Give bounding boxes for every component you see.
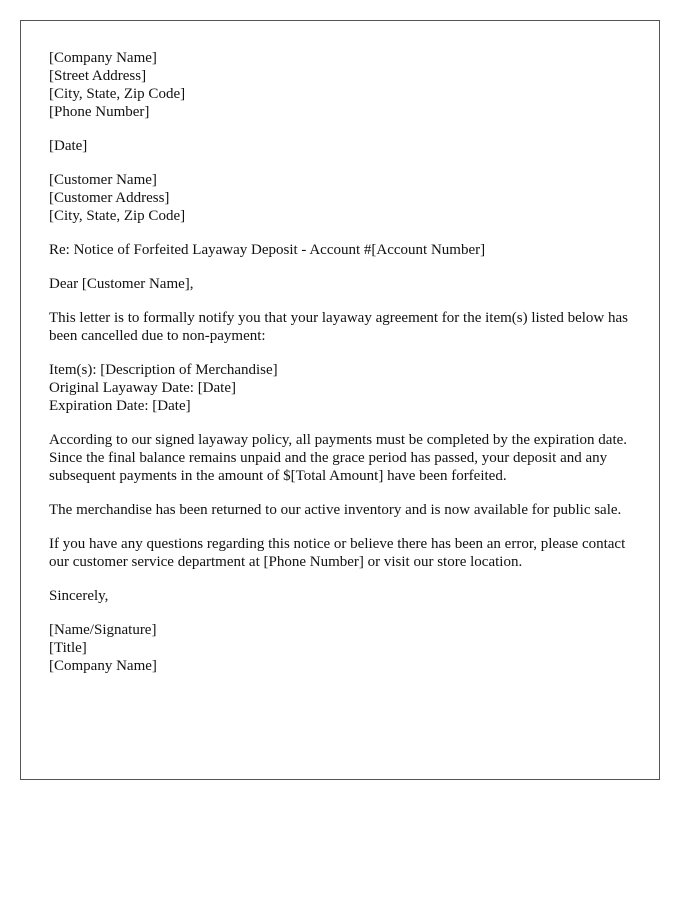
subject-block [49, 241, 639, 259]
recipient-address: [Customer Address] [49, 190, 170, 206]
sender-street-address: [Street Address] [49, 68, 147, 84]
letter-page [20, 20, 660, 780]
signature-company: [Company Name] [49, 658, 157, 674]
sender-phone-number: [Phone Number] [49, 104, 150, 120]
salutation-block [49, 275, 639, 293]
inventory-paragraph: The merchandise has been returned to our active inventory and is now available for public sale. [49, 502, 622, 518]
salutation: Dear [Customer Name], [49, 276, 194, 292]
intro-paragraph: This letter is to formally notify you that your layaway agreement for the item(s) listed below has been cancelled due to non-payment: [49, 310, 629, 344]
sender-company-name: [Company Name] [49, 50, 157, 66]
sender-address-block [49, 49, 639, 121]
recipient-address-block [49, 171, 639, 225]
letter-content [49, 49, 639, 691]
date-block [49, 137, 639, 155]
letter-date: [Date] [49, 138, 88, 154]
recipient-name: [Customer Name] [49, 172, 157, 188]
item-description: Item(s): [Description of Merchandise] [49, 362, 278, 378]
closing-block [49, 587, 639, 605]
contact-paragraph: If you have any questions regarding this notice or believe there has been an error, please contact our customer service department at [Phone Number] or visit our store location. [49, 536, 626, 570]
signature-block [49, 621, 639, 675]
sender-city-state-zip: [City, State, Zip Code] [49, 86, 186, 102]
item-details-block [49, 361, 639, 415]
signature-name: [Name/Signature] [49, 622, 157, 638]
original-layaway-date: Original Layaway Date: [Date] [49, 380, 236, 396]
recipient-city-state-zip: [City, State, Zip Code] [49, 208, 186, 224]
closing: Sincerely, [49, 588, 109, 604]
expiration-date: Expiration Date: [Date] [49, 398, 191, 414]
subject-line: Re: Notice of Forfeited Layaway Deposit - Account #[Account Number] [49, 242, 486, 258]
policy-paragraph: According to our signed layaway policy, all payments must be completed by the expiration date. Since the final balance remains unpaid and the grace period has passed, your deposit and any subsequent payments in the amount of $[Total Amount] have been forfeited. [49, 432, 628, 484]
signature-title: [Title] [49, 640, 87, 656]
